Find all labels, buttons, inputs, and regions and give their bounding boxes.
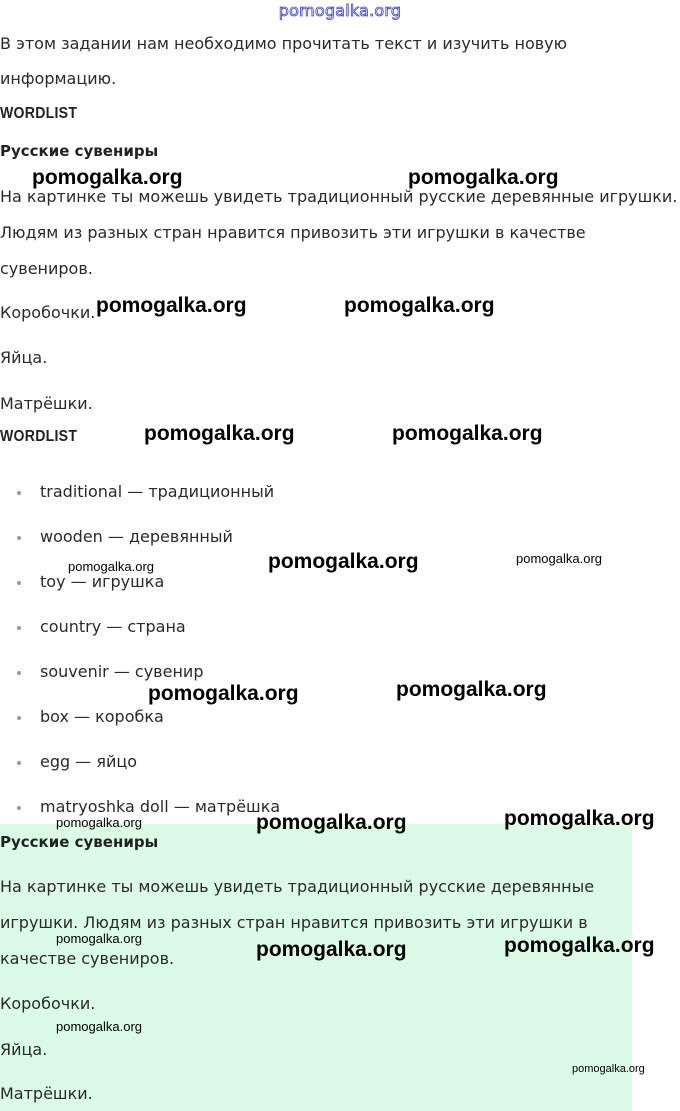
watermark: pomogalka.org	[56, 931, 142, 946]
watermark: pomogalka.org	[504, 934, 655, 957]
wordlist-item: box — коробка	[40, 707, 164, 726]
watermark: pomogalka.org	[56, 815, 142, 830]
section1-para-line-3: сувениров.	[0, 259, 93, 278]
bullet	[17, 716, 21, 720]
section1-item-boxes: Коробочки.	[0, 303, 96, 322]
wordlist-item: traditional — традиционный	[40, 482, 275, 501]
wordlist-item: matryoshka doll — матрёшка	[40, 797, 281, 816]
watermark: pomogalka.org	[268, 550, 419, 573]
section1-title: Русские сувениры	[0, 142, 159, 160]
bullet	[17, 491, 21, 495]
section2-item-eggs: Яйца.	[0, 1040, 48, 1059]
bullet	[17, 536, 21, 540]
watermark: pomogalka.org	[516, 551, 602, 566]
bullet	[17, 806, 21, 810]
section1-item-dolls: Матрёшки.	[0, 394, 93, 413]
watermark: pomogalka.org	[504, 807, 655, 830]
section1-item-eggs: Яйца.	[0, 348, 48, 367]
watermark: pomogalka.org	[144, 422, 295, 445]
wordlist-item: souvenir — сувенир	[40, 662, 204, 681]
watermark: pomogalka.org	[68, 559, 154, 574]
section1-para-line-2: Людям из разных стран нравится привозить эти игрушки в качестве	[0, 223, 586, 242]
watermark: pomogalka.org	[148, 682, 299, 705]
section2-para-line-1: На картинке ты можешь увидеть традиционный русские деревянные	[0, 877, 595, 896]
watermark: pomogalka.org	[408, 166, 559, 189]
wordlist-item: toy — игрушка	[40, 572, 165, 591]
wordlist-item: wooden — деревянный	[40, 527, 233, 546]
bullet	[17, 761, 21, 765]
section2-item-dolls: Матрёшки.	[0, 1084, 93, 1103]
watermark: pomogalka.org	[256, 811, 407, 834]
section2-item-boxes: Коробочки.	[0, 994, 96, 1013]
wordlist-heading-2: WORDLIST	[0, 428, 78, 445]
watermark: pomogalka.org	[256, 938, 407, 961]
watermark: pomogalka.org	[396, 678, 547, 701]
watermark: pomogalka.org	[392, 422, 543, 445]
site-watermark-header: pomogalka.org	[278, 1, 402, 20]
bullet	[17, 626, 21, 630]
watermark: pomogalka.org	[56, 1019, 142, 1034]
intro-line-1: В этом задании нам необходимо прочитать текст и изучить новую	[0, 34, 568, 53]
watermark: pomogalka.org	[32, 166, 183, 189]
section2-para-line-2: игрушки. Людям из разных стран нравится привозить эти игрушки в	[0, 913, 588, 932]
section2-title: Русские сувениры	[0, 833, 159, 851]
watermark: pomogalka.org	[96, 294, 247, 317]
wordlist-item: country — страна	[40, 617, 186, 636]
intro-line-2: информацию.	[0, 69, 117, 88]
bullet	[17, 581, 21, 585]
wordlist-item: egg — яйцо	[40, 752, 138, 771]
bullet	[17, 671, 21, 675]
section1-para-line-1: На картинке ты можешь увидеть традиционный русские деревянные игрушки.	[0, 187, 678, 206]
wordlist-heading: WORDLIST	[0, 105, 78, 122]
watermark: pomogalka.org	[344, 294, 495, 317]
section2-para-line-3: качестве сувениров.	[0, 949, 175, 968]
watermark: pomogalka.org	[572, 1063, 645, 1075]
